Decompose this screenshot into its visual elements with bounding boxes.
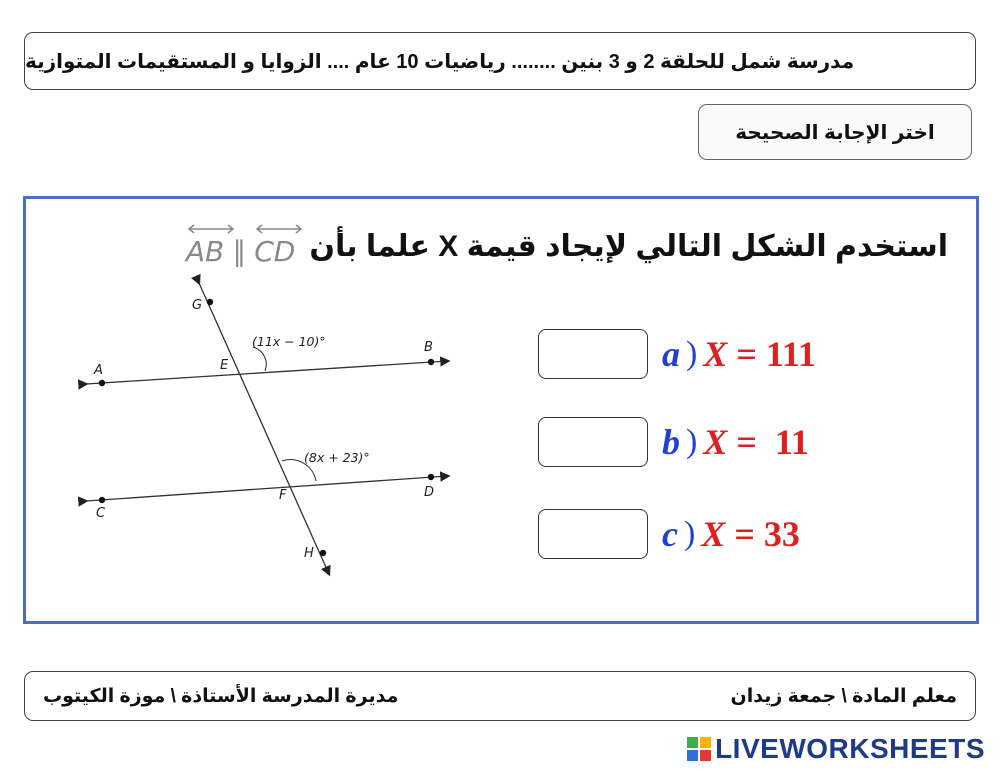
line-cd-symbol bbox=[254, 225, 295, 268]
option-a-var: X bbox=[703, 334, 728, 374]
label-h: H bbox=[304, 546, 314, 561]
line-cd-label: CD bbox=[254, 235, 296, 268]
parallel-lines-figure bbox=[46, 271, 466, 591]
angle-arc-top bbox=[253, 347, 266, 371]
option-b bbox=[538, 417, 809, 467]
label-b: B bbox=[424, 340, 433, 355]
logo-grid-icon bbox=[687, 737, 711, 761]
label-e: E bbox=[220, 358, 229, 373]
option-c-letter: c bbox=[662, 514, 678, 554]
point-d bbox=[428, 474, 434, 480]
answer-input-b[interactable] bbox=[538, 417, 648, 467]
line-cd bbox=[86, 476, 448, 501]
logo-square-v bbox=[687, 750, 698, 761]
angle-label-top: (11x − 10)° bbox=[252, 334, 326, 349]
option-b-letter: b bbox=[662, 422, 680, 462]
option-a-letter: a bbox=[662, 334, 680, 374]
logo-square-i bbox=[700, 737, 711, 748]
transversal-gh bbox=[199, 283, 329, 574]
point-c bbox=[99, 497, 105, 503]
label-a: A bbox=[94, 363, 103, 378]
instruction-box bbox=[698, 104, 972, 160]
logo-square-l bbox=[687, 737, 698, 748]
label-g: G bbox=[192, 298, 203, 313]
question-text: استخدم الشكل التالي لإيجاد قيمة X علما بأن bbox=[309, 230, 948, 263]
option-a-paren: ) bbox=[686, 335, 698, 372]
answer-input-a[interactable] bbox=[538, 329, 648, 379]
worksheet-header bbox=[24, 32, 976, 90]
line-ab-label: AB bbox=[185, 235, 225, 268]
instruction-text: اختر الإجابة الصحيحة bbox=[735, 121, 935, 144]
teacher-name: معلم المادة \ جمعة زيدان bbox=[730, 685, 957, 707]
logo-square-e bbox=[700, 750, 711, 761]
point-b bbox=[428, 359, 434, 365]
principal-name: مديرة المدرسة الأستاذة \ موزة الكيتوب bbox=[43, 685, 399, 707]
logo-text: LIVEWORKSHEETS bbox=[715, 733, 985, 764]
option-a bbox=[538, 329, 816, 379]
double-arrow-icon bbox=[186, 223, 236, 235]
parallel-symbol: ∥ bbox=[232, 235, 247, 268]
label-d: D bbox=[424, 485, 435, 500]
angle-label-bottom: (8x + 23)° bbox=[304, 450, 370, 465]
label-c: C bbox=[96, 506, 106, 521]
option-b-var: X bbox=[703, 422, 728, 462]
option-a-value bbox=[703, 333, 816, 375]
option-c-var: X bbox=[701, 514, 726, 554]
answer-input-c[interactable] bbox=[538, 509, 648, 559]
option-c-expr: = 33 bbox=[725, 514, 800, 554]
point-a bbox=[99, 380, 105, 386]
option-c-value bbox=[701, 513, 800, 555]
line-ab-symbol bbox=[186, 225, 224, 268]
option-a-expr: = 111 bbox=[727, 334, 816, 374]
question-heading bbox=[186, 225, 948, 268]
point-h bbox=[320, 550, 326, 556]
parallel-notation bbox=[186, 225, 296, 268]
point-g bbox=[207, 299, 213, 305]
option-b-paren: ) bbox=[686, 423, 698, 460]
option-b-expr: = 11 bbox=[727, 422, 809, 462]
label-f: F bbox=[279, 488, 287, 503]
liveworksheets-logo bbox=[687, 733, 985, 765]
line-ab bbox=[86, 361, 448, 384]
option-b-value bbox=[703, 421, 809, 463]
option-c bbox=[538, 509, 800, 559]
double-arrow-icon bbox=[254, 223, 304, 235]
question-panel bbox=[23, 196, 979, 624]
worksheet-footer bbox=[24, 671, 976, 721]
header-title: مدرسة شمل للحلقة 2 و 3 بنين ........ رياضيات 10 عام .... الزوايا و المستقيمات المتوازية bbox=[25, 50, 855, 73]
option-c-paren: ) bbox=[683, 515, 696, 552]
